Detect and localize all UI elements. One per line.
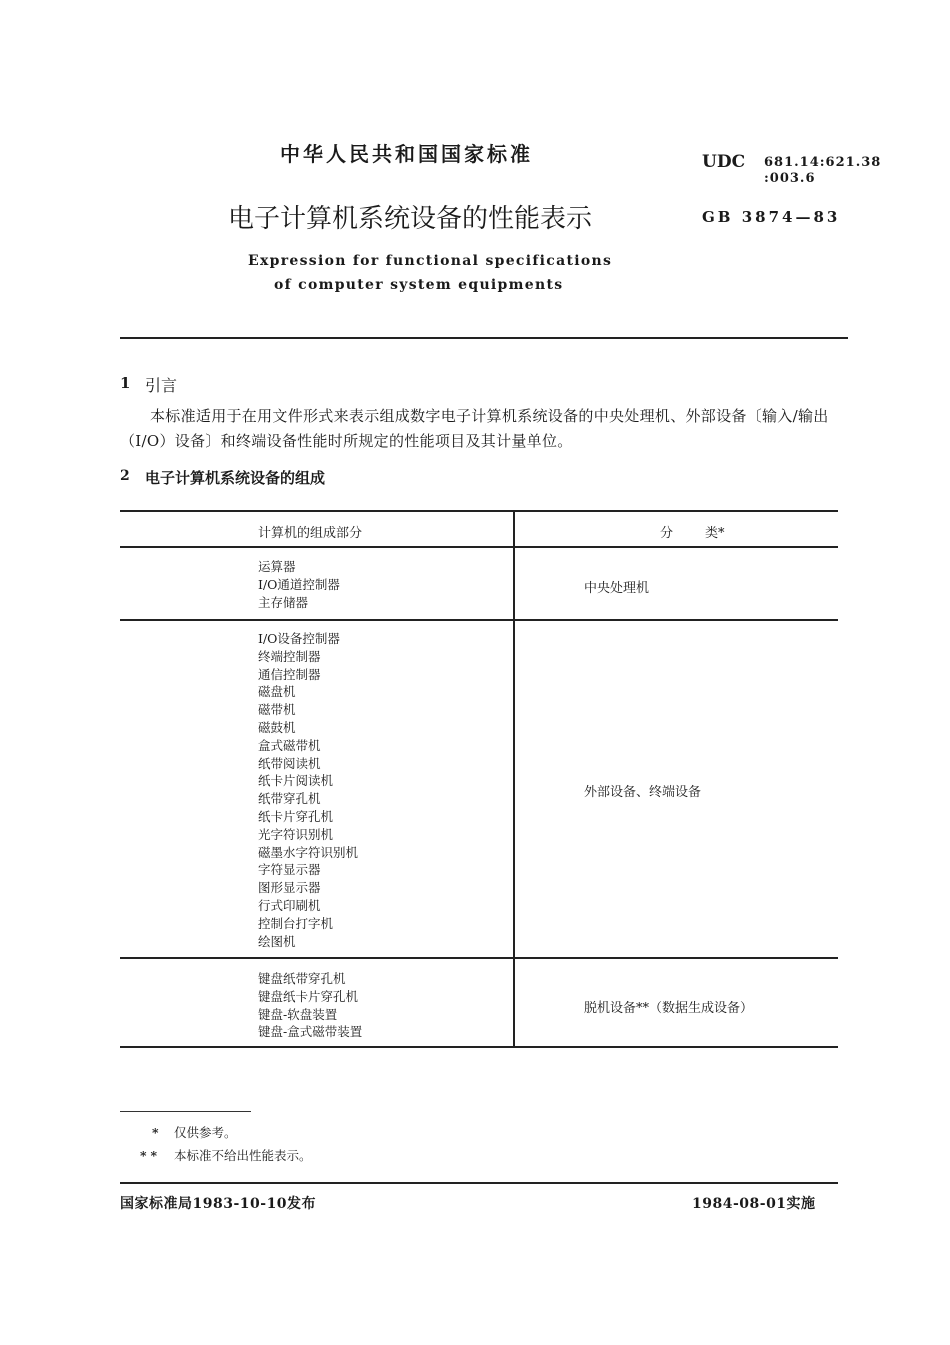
issue-date: 国家标准局1983-10-10发布: [120, 1196, 317, 1212]
table-header-category: [660, 522, 725, 541]
component-item: 运算器: [258, 559, 296, 574]
udc-number: 681.14:621.38: [764, 155, 882, 170]
section-2-number: 2: [120, 468, 130, 484]
component-item: 磁盘机: [258, 684, 296, 700]
footnote: [152, 1123, 237, 1141]
national-standard-heading: 中华人民共和国国家标准: [280, 142, 533, 166]
table-header-category-part-b: 类*: [705, 526, 725, 541]
effective-date: 1984-08-01实施: [692, 1196, 816, 1212]
section-1-paragraph: 本标准适用于在用文件形式来表示组成数字电子计算机系统设备的中央处理机、外部设备〔输入/输出（I/O）设备〕和终端设备性能时所规定的性能项目及其计量单位。: [120, 407, 829, 450]
component-item: 键盘纸卡片穿孔机: [258, 988, 359, 1004]
footnote-divider: [120, 1111, 251, 1112]
table-row-divider: [120, 619, 838, 621]
table-header-border: [120, 546, 838, 548]
category-cell: 外部设备、终端设备: [584, 785, 702, 800]
footnote-mark: *: [152, 1125, 159, 1140]
table-header-category-part-a: 分: [660, 526, 674, 541]
table-row-divider: [120, 957, 838, 959]
component-item: 纸卡片穿孔机: [258, 808, 334, 824]
table-column-divider: [513, 511, 515, 1047]
category-cell: 中央处理机: [584, 581, 650, 596]
footer-divider: [120, 1182, 838, 1184]
section-1-number: 1: [120, 374, 131, 392]
category-cell: 脱机设备**（数据生成设备）: [584, 1001, 754, 1016]
component-item: 通信控制器: [258, 666, 321, 682]
footnote-text: 本标准不给出性能表示。: [174, 1148, 312, 1163]
component-item: 光字符识别机: [258, 826, 334, 842]
udc-label: UDC: [702, 152, 746, 172]
component-item: 纸带阅读机: [258, 755, 321, 771]
section-1-title: 引言: [145, 376, 178, 395]
table-top-border: [120, 510, 838, 512]
component-item: 绘图机: [258, 933, 296, 949]
section-2-title: 电子计算机系统设备的组成: [145, 469, 326, 487]
component-item: I/O通道控制器: [258, 576, 340, 592]
footnote-text: 仅供参考。: [174, 1125, 237, 1140]
component-item: 终端控制器: [258, 648, 321, 664]
component-item: I/O设备控制器: [258, 631, 340, 646]
header-divider: [120, 337, 848, 339]
component-item: 纸卡片阅读机: [258, 773, 334, 789]
component-item: 盒式磁带机: [258, 737, 321, 753]
document-title: 电子计算机系统设备的性能表示: [228, 204, 593, 234]
component-item: 行式印刷机: [258, 897, 321, 913]
component-item: 字符显示器: [258, 862, 321, 878]
table-row: [258, 558, 340, 611]
footnote: [140, 1146, 312, 1164]
component-item: 键盘-软盘装置: [258, 1006, 338, 1022]
component-item: 键盘-盒式磁带装置: [258, 1024, 363, 1040]
table-row: [258, 630, 358, 950]
component-item: 控制台打字机: [258, 915, 334, 931]
table-bottom-border: [120, 1046, 838, 1048]
component-item: 纸带穿孔机: [258, 791, 321, 807]
gb-standard-number: GB 3874—83: [702, 208, 841, 226]
component-item: 键盘纸带穿孔机: [258, 971, 346, 986]
table-header-components: 计算机的组成部分: [258, 526, 363, 541]
component-item: 磁鼓机: [258, 719, 296, 735]
component-item: 磁带机: [258, 702, 296, 718]
component-item: 图形显示器: [258, 880, 321, 896]
component-item: 磁墨水字符识别机: [258, 844, 359, 860]
english-title-line-1: Expression for functional specifications: [248, 253, 613, 269]
table-row: [258, 970, 362, 1041]
component-item: 主存储器: [258, 594, 309, 610]
udc-number-continued: :003.6: [764, 171, 816, 186]
english-title-line-2: of computer system equipments: [274, 277, 564, 293]
footnote-mark: **: [140, 1148, 162, 1163]
